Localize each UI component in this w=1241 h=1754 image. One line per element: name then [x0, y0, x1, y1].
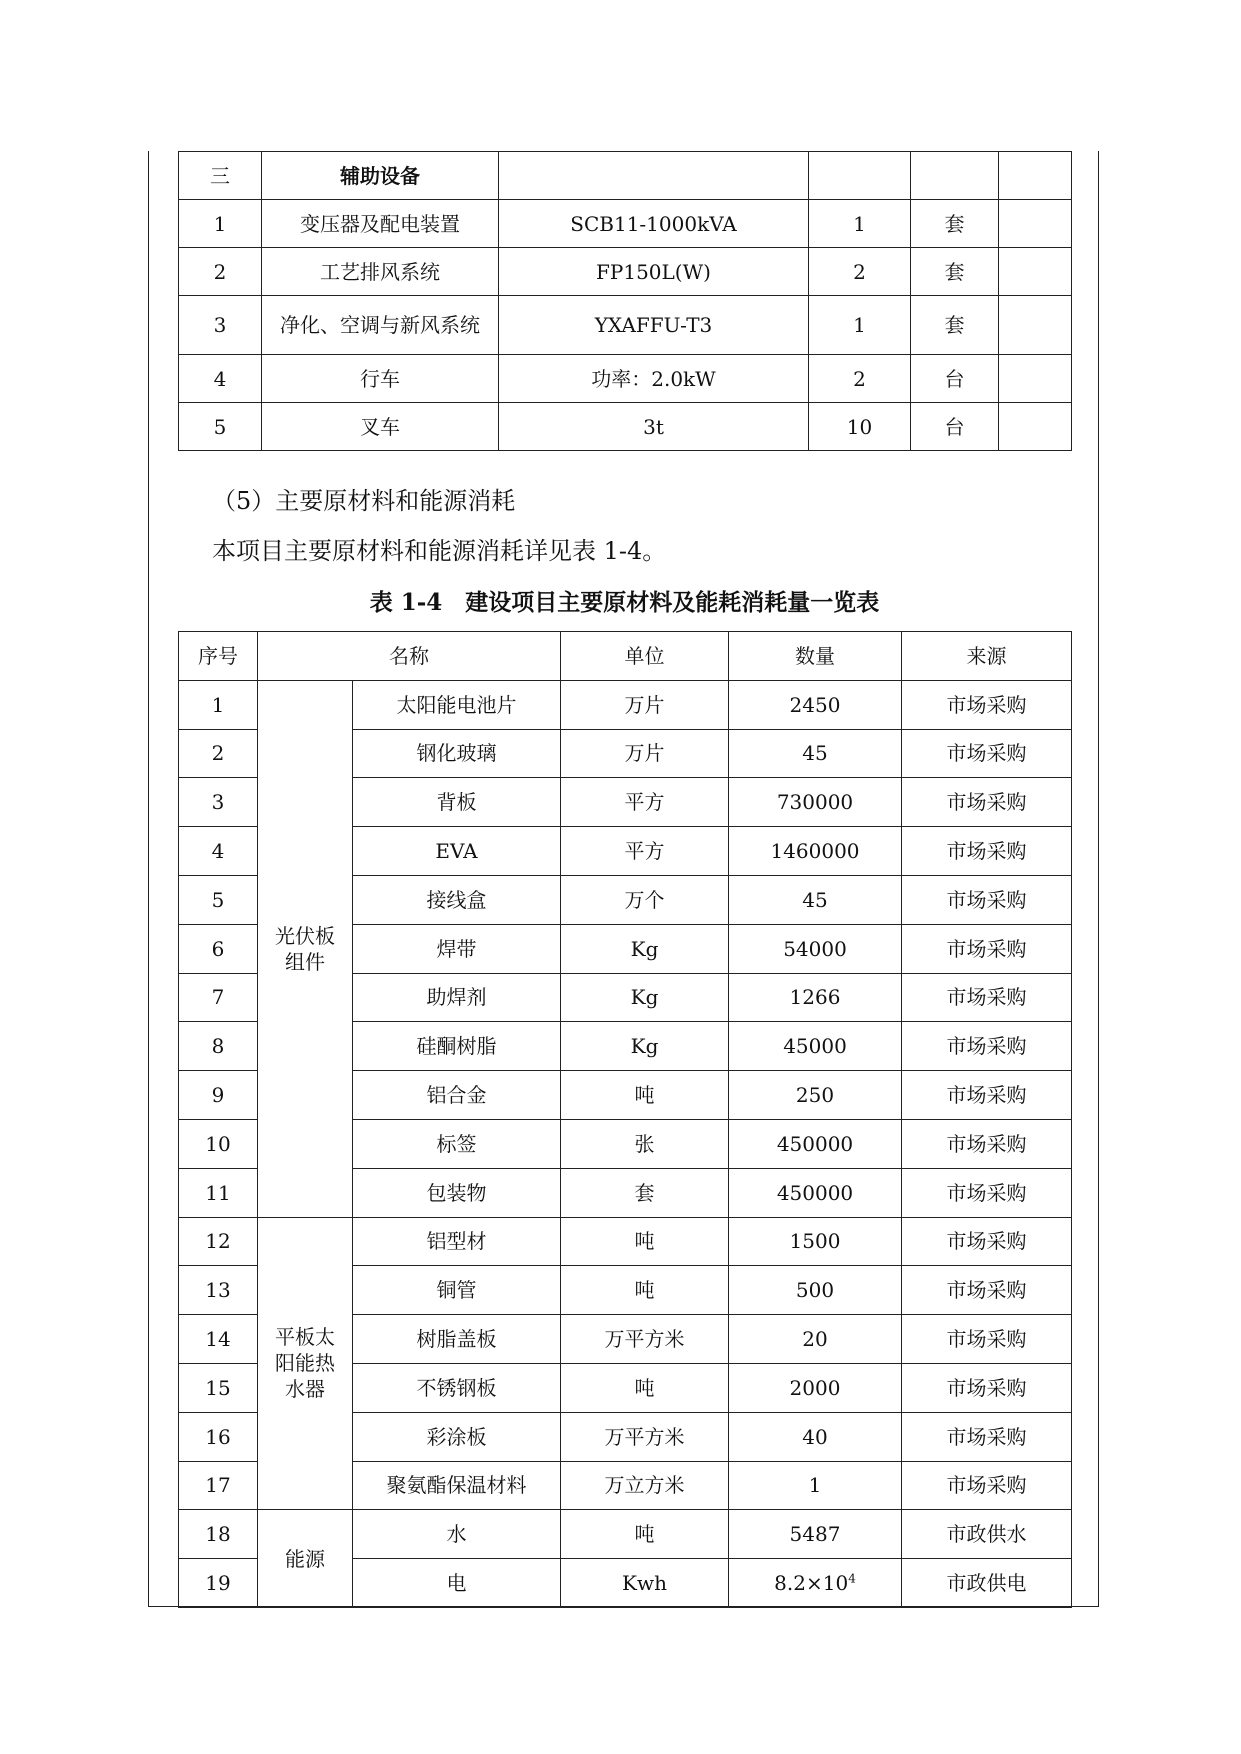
- row-source: 市场采购: [902, 1412, 1072, 1461]
- row-model: 功率：2.0kW: [499, 355, 809, 403]
- row-num: 4: [179, 355, 262, 403]
- row-qty: 45000: [729, 1022, 902, 1071]
- row-num: 1: [179, 200, 262, 248]
- row-qty: 1460000: [729, 827, 902, 876]
- row-name: 行车: [262, 355, 499, 403]
- table-row: [179, 1510, 1072, 1559]
- row-qty: 20: [729, 1315, 902, 1364]
- row-model: FP150L(W): [499, 248, 809, 296]
- row-source: 市场采购: [902, 924, 1072, 973]
- row-num: 1: [179, 680, 258, 729]
- row-unit: 套: [561, 1168, 729, 1217]
- row-unit: 万个: [561, 875, 729, 924]
- row-unit: 台: [911, 403, 999, 451]
- row-unit: 台: [911, 355, 999, 403]
- row-qty: 54000: [729, 924, 902, 973]
- row-name: 聚氨酯保温材料: [353, 1461, 561, 1510]
- group-pv: 光伏板组件: [258, 680, 353, 1217]
- qty-exponent: 4: [848, 1571, 856, 1586]
- row-num: 12: [179, 1217, 258, 1266]
- row-source: 市场采购: [902, 1266, 1072, 1315]
- row-num: 3: [179, 296, 262, 355]
- row-num: 5: [179, 875, 258, 924]
- row-unit: 平方: [561, 778, 729, 827]
- row-name: 焊带: [353, 924, 561, 973]
- row-num: 11: [179, 1168, 258, 1217]
- row-unit: 万片: [561, 680, 729, 729]
- row-unit: 套: [911, 200, 999, 248]
- group-energy: 能源: [258, 1510, 353, 1608]
- header-row: [179, 632, 1072, 681]
- row-name: 背板: [353, 778, 561, 827]
- row-num: 8: [179, 1022, 258, 1071]
- row-qty: 450000: [729, 1119, 902, 1168]
- row-source: 市场采购: [902, 827, 1072, 876]
- row-qty: 1: [809, 296, 911, 355]
- row-qty: 2: [809, 355, 911, 403]
- row-qty: 45: [729, 875, 902, 924]
- header-unit: 单位: [561, 632, 729, 681]
- row-num: 4: [179, 827, 258, 876]
- row-name: 铝型材: [353, 1217, 561, 1266]
- row-qty: 1: [729, 1461, 902, 1510]
- row-source: 市场采购: [902, 1119, 1072, 1168]
- row-source: 市场采购: [902, 1022, 1072, 1071]
- row-model: YXAFFU-T3: [499, 296, 809, 355]
- row-source: 市场采购: [902, 973, 1072, 1022]
- row-num: 6: [179, 924, 258, 973]
- row-source: 市场采购: [902, 1363, 1072, 1412]
- row-qty: 730000: [729, 778, 902, 827]
- table-row: [179, 296, 1072, 355]
- row-num: 2: [179, 729, 258, 778]
- row-name: 树脂盖板: [353, 1315, 561, 1364]
- row-num: 2: [179, 248, 262, 296]
- row-unit: 吨: [561, 1363, 729, 1412]
- row-name: 太阳能电池片: [353, 680, 561, 729]
- row-unit: 吨: [561, 1071, 729, 1120]
- row-num: 17: [179, 1461, 258, 1510]
- table-row: [179, 403, 1072, 451]
- row-source: 市场采购: [902, 1461, 1072, 1510]
- row-qty: 1266: [729, 973, 902, 1022]
- row-source: 市政供水: [902, 1510, 1072, 1559]
- row-unit: 万平方米: [561, 1412, 729, 1461]
- row-num: 13: [179, 1266, 258, 1315]
- row-name: 不锈钢板: [353, 1363, 561, 1412]
- row-unit: 吨: [561, 1266, 729, 1315]
- row-unit: Kg: [561, 973, 729, 1022]
- row-num: 18: [179, 1510, 258, 1559]
- row-qty: 40: [729, 1412, 902, 1461]
- table-row: [179, 200, 1072, 248]
- row-unit: 吨: [561, 1510, 729, 1559]
- row-source: 市场采购: [902, 1315, 1072, 1364]
- row-name: 铝合金: [353, 1071, 561, 1120]
- table-row: [179, 355, 1072, 403]
- row-qty: 2: [809, 248, 911, 296]
- row-source: 市场采购: [902, 680, 1072, 729]
- row-unit: 套: [911, 248, 999, 296]
- equipment-table: [178, 151, 1072, 451]
- row-unit: 平方: [561, 827, 729, 876]
- header-qty: 数量: [729, 632, 902, 681]
- row-source: 市场采购: [902, 729, 1072, 778]
- row-qty: 10: [809, 403, 911, 451]
- qty-base: 8.2×10: [774, 1571, 849, 1596]
- row-model: 3t: [499, 403, 809, 451]
- row-num: 19: [179, 1559, 258, 1608]
- row-qty: 250: [729, 1071, 902, 1120]
- row-name: 水: [353, 1510, 561, 1559]
- row-name: 净化、空调与新风系统: [262, 296, 499, 355]
- header-source: 来源: [902, 632, 1072, 681]
- row-source: 市场采购: [902, 1217, 1072, 1266]
- table-row: [179, 1217, 1072, 1266]
- row-name: 钢化玻璃: [353, 729, 561, 778]
- materials-table: [178, 631, 1072, 1608]
- row-unit: 套: [911, 296, 999, 355]
- row-unit: Kwh: [561, 1559, 729, 1608]
- row-source: 市场采购: [902, 1168, 1072, 1217]
- row-name: 工艺排风系统: [262, 248, 499, 296]
- row-qty: 2000: [729, 1363, 902, 1412]
- row-unit: 万片: [561, 729, 729, 778]
- row-num: 5: [179, 403, 262, 451]
- row-unit: Kg: [561, 1022, 729, 1071]
- row-qty: [729, 1559, 902, 1608]
- row-qty: 5487: [729, 1510, 902, 1559]
- row-unit: 张: [561, 1119, 729, 1168]
- row-num: 三: [179, 152, 262, 200]
- row-num: 15: [179, 1363, 258, 1412]
- row-source: 市政供电: [902, 1559, 1072, 1608]
- row-unit: 万立方米: [561, 1461, 729, 1510]
- row-name: 助焊剂: [353, 973, 561, 1022]
- row-num: 9: [179, 1071, 258, 1120]
- row-qty: 1500: [729, 1217, 902, 1266]
- row-name: EVA: [353, 827, 561, 876]
- group-heater: 平板太阳能热水器: [258, 1217, 353, 1510]
- row-num: 10: [179, 1119, 258, 1168]
- row-source: 市场采购: [902, 875, 1072, 924]
- row-name: 铜管: [353, 1266, 561, 1315]
- intro-paragraph: 本项目主要原材料和能源消耗详见表 1-4。: [212, 537, 667, 565]
- row-model: SCB11-1000kVA: [499, 200, 809, 248]
- row-num: 3: [179, 778, 258, 827]
- row-num: 7: [179, 973, 258, 1022]
- row-qty: 1: [809, 200, 911, 248]
- table-row: [179, 152, 1072, 200]
- row-num: 16: [179, 1412, 258, 1461]
- header-num: 序号: [179, 632, 258, 681]
- row-source: 市场采购: [902, 778, 1072, 827]
- row-qty: 45: [729, 729, 902, 778]
- row-unit: 吨: [561, 1217, 729, 1266]
- row-name: 电: [353, 1559, 561, 1608]
- row-name: 硅酮树脂: [353, 1022, 561, 1071]
- row-name: 包装物: [353, 1168, 561, 1217]
- row-name: 接线盒: [353, 875, 561, 924]
- table-row: [179, 248, 1072, 296]
- header-name: 名称: [258, 632, 561, 681]
- table-row: [179, 680, 1072, 729]
- row-unit: 万平方米: [561, 1315, 729, 1364]
- row-qty: 500: [729, 1266, 902, 1315]
- row-name: 辅助设备: [262, 152, 499, 200]
- section-heading: （5）主要原材料和能源消耗: [212, 487, 516, 515]
- row-name: 彩涂板: [353, 1412, 561, 1461]
- row-source: 市场采购: [902, 1071, 1072, 1120]
- row-qty: 2450: [729, 680, 902, 729]
- row-name: 变压器及配电装置: [262, 200, 499, 248]
- row-qty: 450000: [729, 1168, 902, 1217]
- table-caption: 表 1-4 建设项目主要原材料及能耗消耗量一览表: [369, 589, 880, 616]
- row-unit: Kg: [561, 924, 729, 973]
- row-name: 叉车: [262, 403, 499, 451]
- row-num: 14: [179, 1315, 258, 1364]
- row-name: 标签: [353, 1119, 561, 1168]
